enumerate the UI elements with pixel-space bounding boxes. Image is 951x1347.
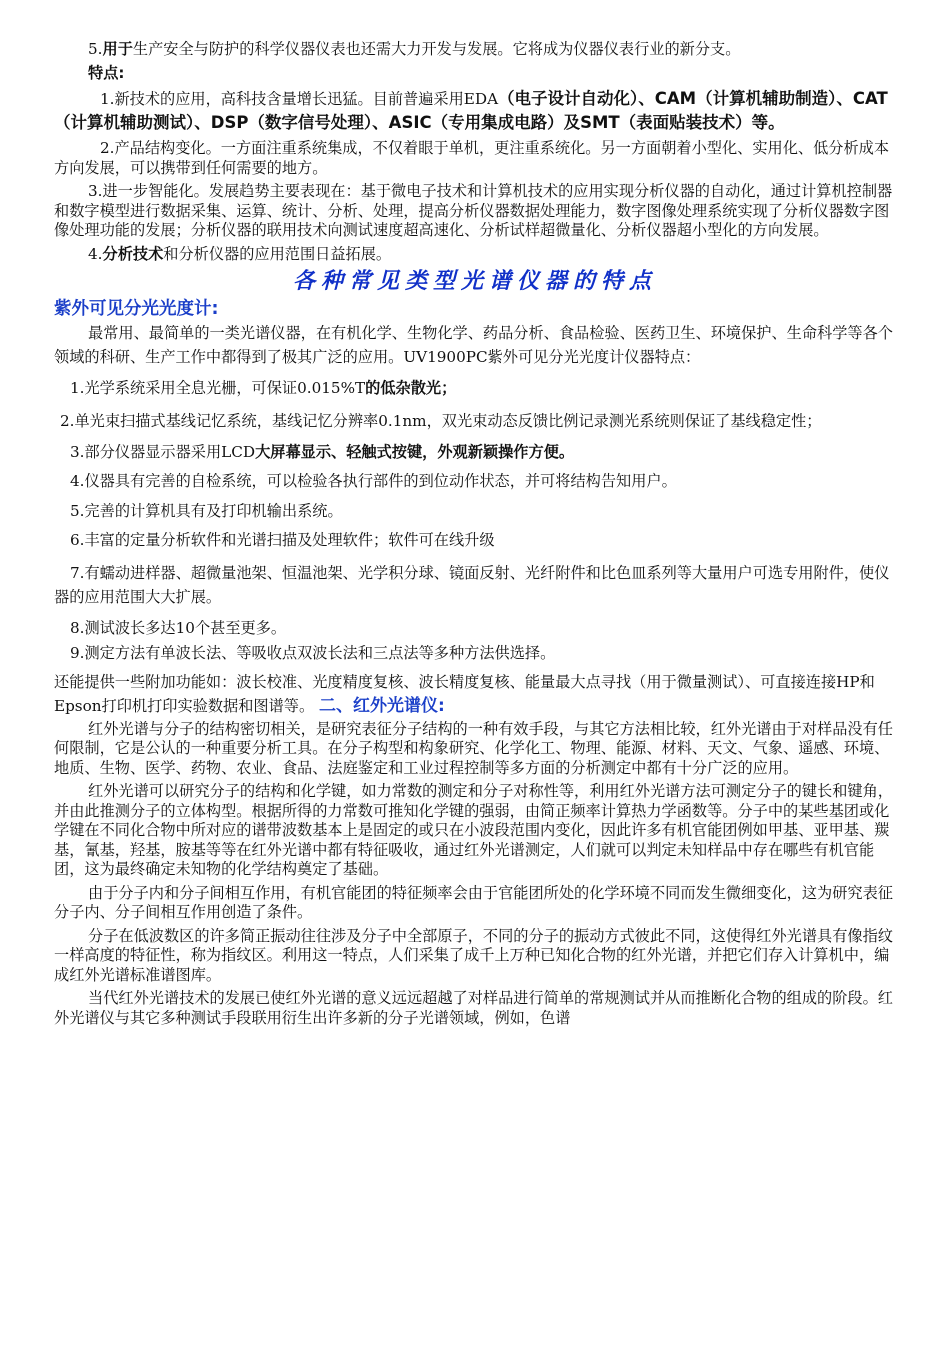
ir-paragraph-2: 红外光谱可以研究分子的结构和化学键，如力常数的测定和分子对称性等，利用红外光谱方法可测定分子的键长和键角，并由此推测分子的立体构型。根据所得的力常数可推知化学键的强弱，由简正频率计算热力学函数等。分子中的某些基团或化学键在不同化合物中所对应的谱带波数基本上是固定的或只在小波段范围内变化，因此许多有机官能团例如甲基、亚甲基、羰基，氰基，羟基，胺基等等在红外光谱中都有特征吸收，通过红外光谱测定，人们就可以判定未知样品中存在哪些有机官能团，这为最终确定未知物的化学结构奠定了基础。 [54,782,893,878]
uv-item-9: 9.测定方法有单波长法、等吸收点双波长法和三点法等多种方法供选择。 [70,644,556,662]
bold-text: 用于 [102,40,133,58]
bold-text: 大屏幕显示、轻触式按键，外观新颖操作方便。 [255,442,574,461]
text: 1.光学系统采用全息光栅，可保证0.015%T [70,379,366,397]
bold-text: 的低杂散光； [365,379,457,397]
section-title: 各种常见类型光谱仪器的特点 [292,268,657,294]
uv-item-7: 7.有蠕动进样器、超微量池架、恒温池架、光学积分球、镜面反射、光纤附件和比色皿系列等大量用户可选专用附件，使仪器的应用范围大大扩展。 [54,563,890,606]
paragraph-item-5 [54,40,896,60]
ir-heading: 二、红外光谱仪: [318,695,445,716]
uv-item-1 [54,379,896,399]
uv-item-4: 4.仪器具有完善的自检系统，可以检验各执行部件的到位动作状态，并可将结构告知用户。 [70,472,677,490]
feature-2: 2.产品结构变化。一方面注重系统集成，不仅着眼于单机，更注重系统化。另一方面朝着小型化、实用化、低分析成本方向发展，可以携带到任何需要的地方。 [54,139,890,177]
uv-heading: 紫外可见分光光度计: [54,299,219,319]
extra-functions [54,670,896,718]
text: 1.新技术的应用，高科技含量增长迅猛。目前普遍采用EDA [100,90,499,108]
uv-intro: 最常用、最简单的一类光谱仪器，在有机化学、生物化学、药品分析、食品检验、医药卫生、环境保护、生命科学等各个领域的科研、生产工作中都得到了极其广泛的应用。UV1900PC紫外可见分光光度计仪器特点： [54,324,893,366]
ir-paragraph-3: 由于分子内和分子间相互作用，有机官能团的特征频率会由于官能团所处的化学环境不同而发生微细变化，这为研究表征分子内、分子间相互作用创造了条件。 [54,883,893,921]
bold-text: 分析技术 [102,244,164,263]
uv-item-3 [54,443,896,463]
document-page [54,40,896,1028]
uv-item-6: 6.丰富的定量分析软件和光谱扫描及处理软件；软件可在线升级 [70,531,495,549]
text: 5. [88,40,103,58]
feature-1 [54,87,896,135]
ir-paragraph-5: 当代红外光谱技术的发展已使红外光谱的意义远远超越了对样品进行简单的常规测试并从而推断化合物的组成的阶段。红外光谱仪与其它多种测试手段联用衍生出许多新的分子光谱领域，例如，色谱 [54,989,893,1027]
bold-text: （电子设计自动化）、CAM（计算机辅助制造）、CAT（计算机辅助测试）、DSP（数字信号处理）、ASIC（专用集成电路）及SMT（表面贴装技术）等。 [54,89,888,132]
text: 还能提供一些附加功能如：波长校准、光度精度复核、波长精度复核、能量最大点寻找（用于微量测试）、可直接连接HP和Epson打印机打印实验数据和图谱等。 [54,672,875,715]
text: 和分析仪器的应用范围日益拓展。 [163,244,392,263]
uv-item-5: 5.完善的计算机具有及打印机输出系统。 [70,501,343,520]
text: 4. [88,244,103,263]
ir-paragraph-4: 分子在低波数区的许多简正振动往往涉及分子中全部原子，不同的分子的振动方式彼此不同，这使得红外光谱具有像指纹一样高度的特征性，称为指纹区。利用这一特点，人们采集了成千上万种已知化合物的红外光谱，并把它们存入计算机中，编成红外光谱标准谱图库。 [54,926,893,984]
uv-item-8: 8.测试波长多达10个甚至更多。 [70,618,287,637]
feature-4 [54,245,896,265]
features-label: 特点: [88,63,125,82]
feature-3: 3.进一步智能化。发展趋势主要表现在：基于微电子技术和计算机技术的应用实现分析仪器的自动化，通过计算机控制器和数字模型进行数据采集、运算、统计、分析、处理，提高分析仪器数据处理能力，数字图像处理系统实现了分析仪器数字图像处理功能的发展；分析仪器的联用技术向测试速度超高速化、分析试样超微量化、分析仪器超小型化的方向发展。 [54,182,893,239]
uv-item-2: 2.单光束扫描式基线记忆系统，基线记忆分辨率0.1nm，双光束动态反馈比例记录测光系统则保证了基线稳定性； [60,411,822,430]
ir-paragraph-1: 红外光谱与分子的结构密切相关，是研究表征分子结构的一种有效手段，与其它方法相比较，红外光谱由于对样品没有任何限制，它是公认的一种重要分析工具。在分子构型和构象研究、化学化工、物理、能源、材料、天文、气象、遥感、环境、地质、生物、医学、药物、农业、食品、法庭鉴定和工业过程控制等多方面的分析测定中都有十分广泛的应用。 [54,719,893,777]
text: 生产安全与防护的科学仪器仪表也还需大力开发与发展。它将成为仪器仪表行业的新分支。 [132,40,741,58]
text: 3.部分仪器显示器采用LCD [70,442,256,461]
